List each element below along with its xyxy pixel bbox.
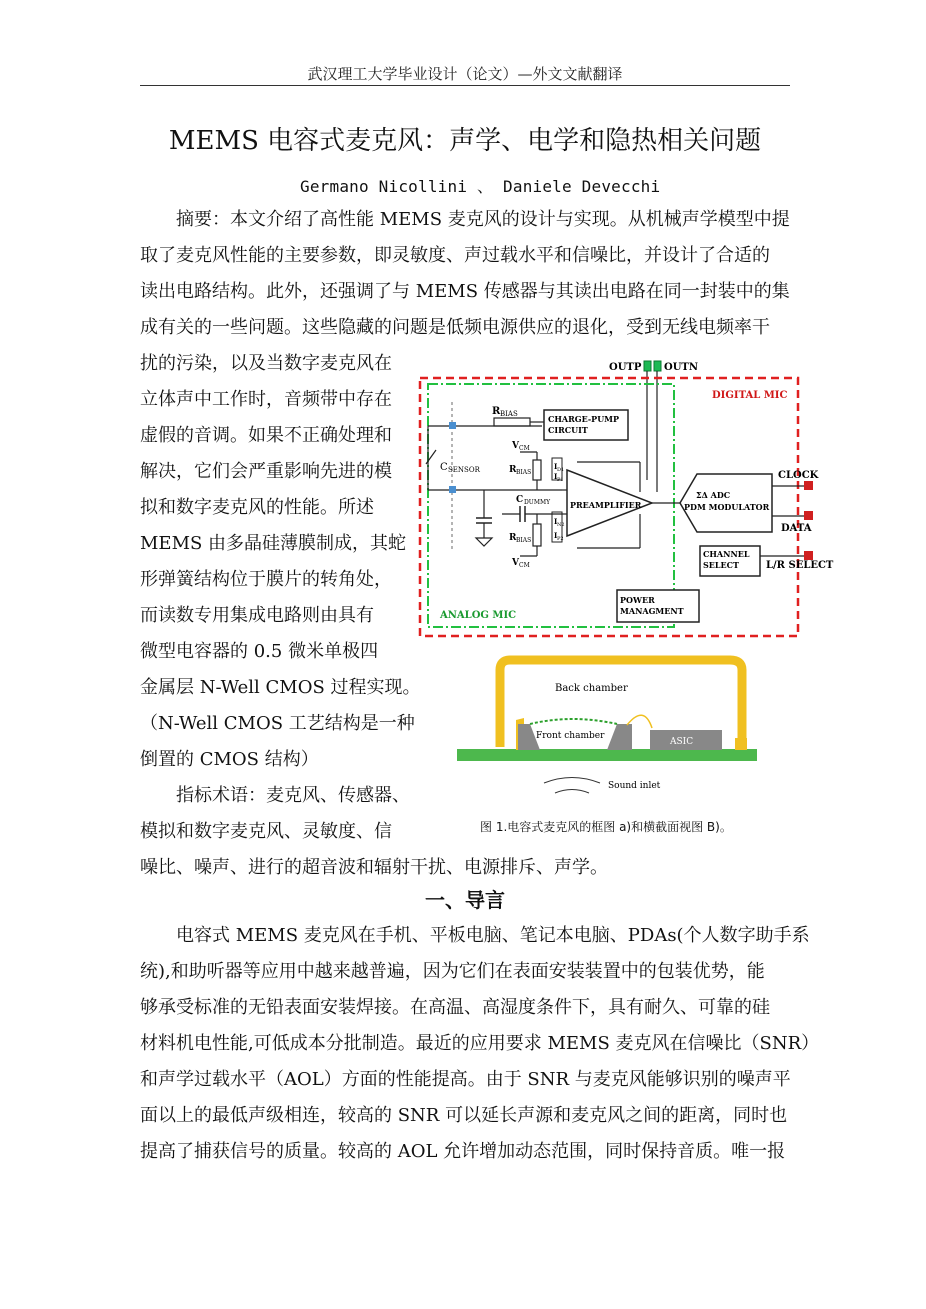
data-pad [804, 511, 813, 520]
rbias-label: R [492, 406, 501, 417]
paper-authors: Germano Nicollini 、 Daniele Devecchi [300, 177, 661, 196]
cdummy-subscript: DUMMY [524, 499, 551, 506]
data-label: DATA [781, 523, 812, 534]
ground-symbol [476, 538, 492, 546]
outp-label: OUTP [609, 362, 642, 373]
abstract-line: 而读数专用集成电路则由具有 [140, 605, 374, 626]
intro-line: 电容式 MEMS 麦克风在手机、平板电脑、笔记本电脑、PDAs(个人数字助手系 [140, 925, 810, 946]
membrane [530, 719, 617, 724]
csensor-label: C [440, 462, 448, 473]
front-chamber-label: Front chamber [536, 731, 605, 741]
abstract-line: 读出电路结构。此外，还强调了与 MEMS 传感器与其读出电路在同一封装中的集 [140, 281, 790, 302]
intro-line: 和声学过载水平（AOL）方面的性能提高。由于 SNR 与麦克风能够识别的噪声平 [140, 1069, 791, 1090]
abstract-line: 倒置的 CMOS 结构） [140, 749, 319, 770]
sound-inlet-label: Sound inlet [608, 781, 661, 791]
lr-select-label: L/R SELECT [766, 560, 834, 571]
current-source-4-label: I [554, 531, 558, 540]
pcb-substrate [457, 749, 757, 761]
current-source-3-subscript: N2 [557, 522, 565, 528]
block-diagram [420, 361, 834, 636]
rbias-resistor-3 [533, 524, 541, 546]
adc-label-2: PDM MODULATOR [684, 502, 770, 512]
power-label-2: MANAGMENT [620, 606, 684, 616]
intro-line: 提高了捕获信号的质量。较高的 AOL 允许增加动态范围，同时保持音质。唯一报 [140, 1141, 786, 1162]
rbias-subscript-2: BIAS [516, 469, 532, 476]
paper-title: MEMS 电容式麦克风：声学、电学和隐热相关问题 [168, 126, 762, 156]
sound-wave-1 [544, 778, 600, 784]
current-source-4-subscript: P2 [557, 536, 564, 542]
rbias-label-3: R [509, 533, 517, 543]
figure-caption: 图 1.电容式麦克风的框图 a)和横截面视图 B)。 [480, 820, 732, 834]
abstract-line: 形弹簧结构位于膜片的转角处， [140, 569, 392, 590]
figure-1 [412, 352, 842, 812]
running-header: 武汉理工大学毕业设计（论文）—外文文献翻译 [307, 65, 623, 83]
rbias-label-2: R [509, 465, 517, 475]
abstract-line: （N-Well CMOS 工艺结构是一种 [140, 713, 415, 734]
vcm-subscript-top: CM [519, 445, 530, 452]
vcm-subscript-bottom: CM [519, 562, 530, 569]
analog-mic-label: ANALOG MIC [440, 610, 517, 621]
keywords-line: 指标术语：麦克风、传感器、 [140, 785, 410, 806]
cdummy-label: C [516, 495, 524, 505]
current-source-2-label: I [554, 472, 558, 481]
rbias-subscript: BIAS [500, 410, 518, 418]
asic-label: ASIC [670, 737, 694, 747]
abstract-line: 立体声中工作时，音频带中存在 [140, 389, 392, 410]
intro-line: 材料机电性能,可低成本分批制造。最近的应用要求 MEMS 麦克风在信噪比（SNR） [140, 1033, 820, 1054]
abstract-line: 摘要：本文介绍了高性能 MEMS 麦克风的设计与实现。从机械声学模型中提 [140, 209, 790, 230]
abstract-line: 解决，它们会严重影响先进的模 [140, 461, 392, 482]
intro-line: 面以上的最低声级相连，较高的 SNR 可以延长声源和麦克风之间的距离，同时也 [140, 1105, 788, 1126]
section-heading: 一、导言 [425, 888, 505, 912]
current-source-3-label: I [554, 517, 558, 526]
digital-mic-label: DIGITAL MIC [712, 390, 788, 401]
sensor-node-bottom [449, 486, 456, 493]
channel-select-label-2: SELECT [703, 560, 739, 570]
abstract-line: 拟和数字麦克风的性能。所述 [140, 497, 374, 518]
lid-foot-right [735, 738, 747, 750]
current-source-1-subscript: D1 [557, 467, 565, 473]
channel-select-label-1: CHANNEL [703, 549, 750, 559]
keywords-line: 模拟和数字麦克风、灵敏度、信 [140, 821, 392, 842]
abstract-line: MEMS 由多晶硅薄膜制成，其蛇 [140, 533, 407, 554]
abstract-line: 微型电容器的 0.5 微米单极四 [140, 641, 379, 662]
vcm-label-top: V [512, 441, 519, 451]
outp-pad [644, 361, 651, 371]
header-rule [140, 85, 790, 86]
outn-pad [654, 361, 661, 371]
rbias-subscript-3: BIAS [516, 537, 532, 544]
charge-pump-label-1: CHARGE-PUMP [548, 414, 620, 424]
sensor-node-top [449, 422, 456, 429]
sound-wave-2 [555, 790, 589, 794]
keywords-line: 噪比、噪声、进行的超音波和辐射干扰、电源排斥、声学。 [140, 857, 608, 878]
intro-line: 够承受标准的无铅表面安装焊接。在高温、高湿度条件下，具有耐久、可靠的硅 [140, 997, 770, 1018]
lr-select-pad [804, 551, 813, 560]
charge-pump-label-2: CIRCUIT [548, 425, 588, 435]
clock-pad [804, 481, 813, 490]
back-chamber-label: Back chamber [555, 683, 628, 694]
current-source-1-label: I [554, 462, 558, 471]
preamplifier-label: PREAMPLIFIER [570, 500, 642, 510]
mems-die-right [607, 724, 632, 750]
clock-label: CLOCK [778, 470, 819, 481]
abstract-line: 扰的污染，以及当数字麦克风在 [140, 353, 392, 374]
abstract-line: 金属层 N-Well CMOS 过程实现。 [140, 677, 421, 698]
cross-section [457, 660, 757, 793]
rbias-resistor [494, 418, 530, 426]
adc-label-1: ΣΔ ADC [696, 490, 731, 500]
csensor-subscript: SENSOR [448, 466, 480, 474]
abstract-line: 取了麦克风性能的主要参数，即灵敏度、声过载水平和信噪比，并设计了合适的 [140, 245, 770, 266]
outn-label: OUTN [664, 362, 699, 373]
abstract-line: 虚假的音调。如果不正确处理和 [140, 425, 392, 446]
current-source-2-subscript: P1 [557, 477, 564, 483]
power-label-1: POWER [620, 595, 655, 605]
intro-line: 统),和助听器等应用中越来越普遍，因为它们在表面安装装置中的包装优势，能 [140, 961, 765, 982]
vcm-label-bottom: V [512, 558, 519, 568]
abstract-line: 成有关的一些问题。这些隐藏的问题是低频电源供应的退化，受到无线电频率干 [140, 317, 770, 338]
rbias-resistor-2 [533, 460, 541, 480]
